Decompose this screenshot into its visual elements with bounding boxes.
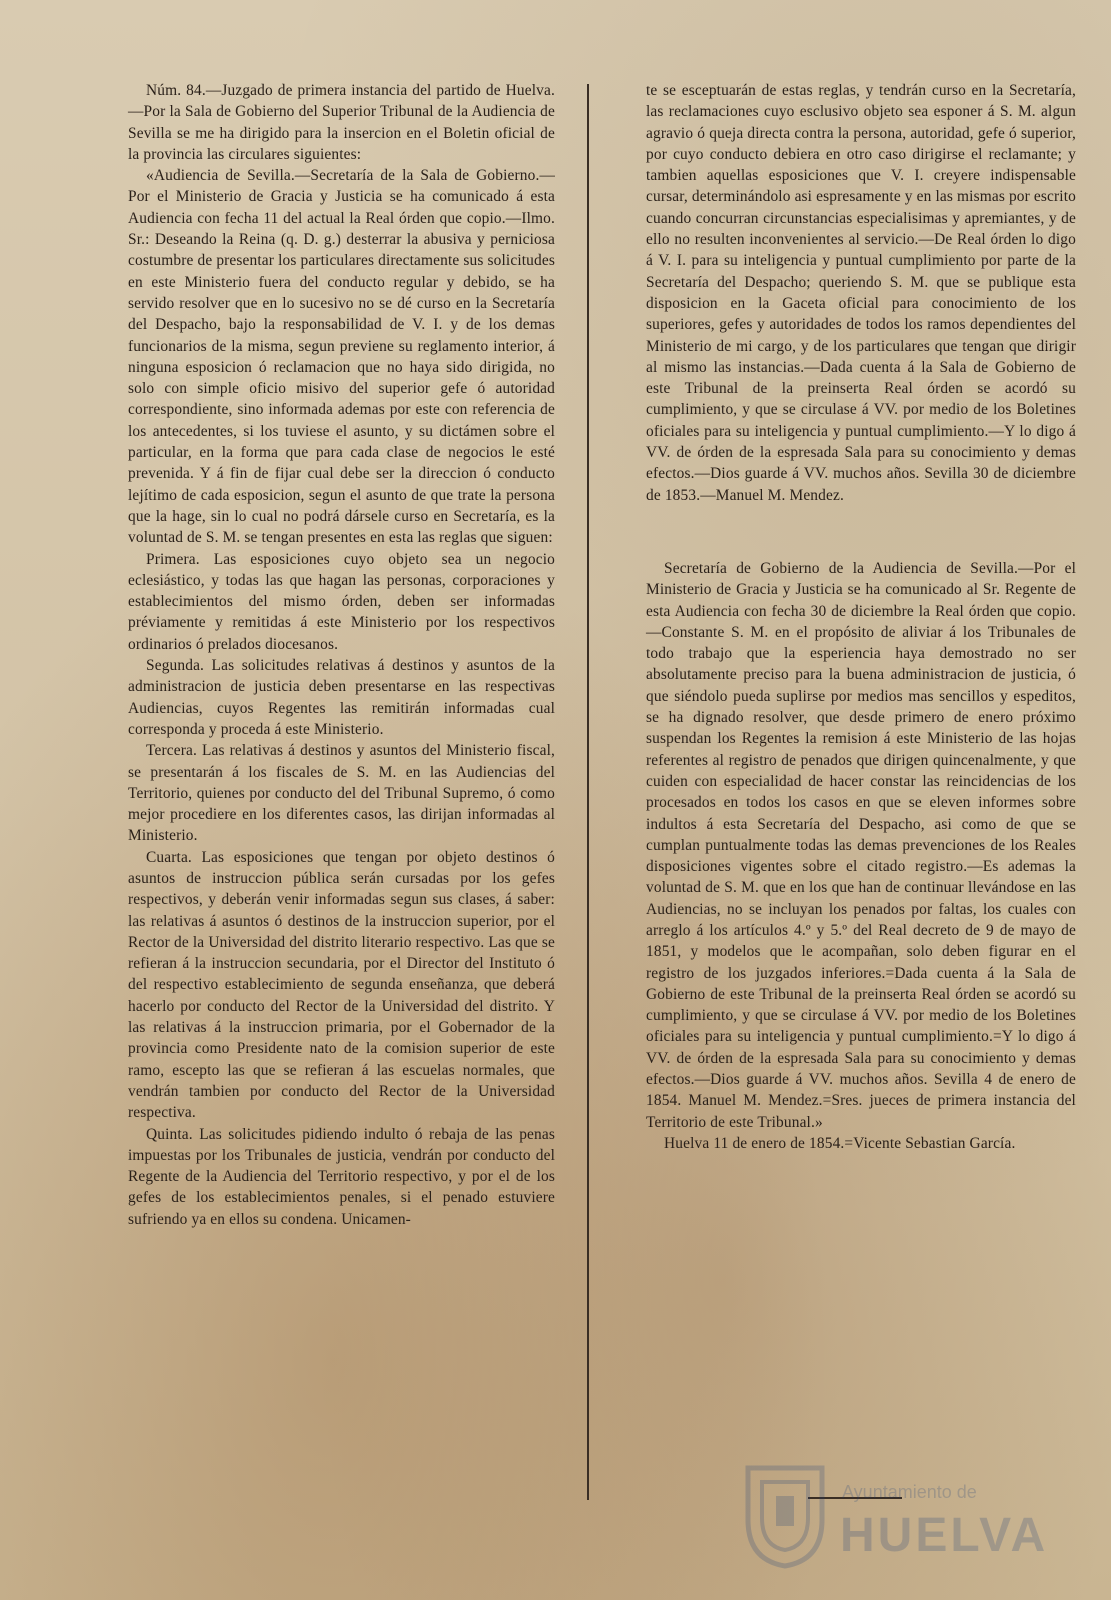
- rule-first-paragraph: Primera. Las esposiciones cuyo objeto sea un negocio eclesiástico, y todas las que hagan las personas, corporaciones y establecimientos del mismo órden, deben ser informadas préviamente y remitidas á este Ministerio por los respectivos ordinarios ó prelados diocesanos.: [128, 550, 555, 653]
- ayuntamiento-watermark: [730, 1460, 1049, 1570]
- signature-paragraph: Huelva 11 de enero de 1854.=Vicente Sebastian García.: [664, 1134, 1016, 1152]
- rule-third-paragraph: Tercera. Las relativas á destinos y asuntos del Ministerio fiscal, se presentarán á los fiscales de S. M. en las Audiencias del Territorio, quienes por conducto del del Tribunal Supremo, ó como mejor procediere en los diferentes casos, las dirijan informadas al Ministerio.: [128, 742, 555, 845]
- rule-fifth-paragraph: Quinta. Las solicitudes pidiendo indulto ó rebaja de las penas impuestas por los Tribunales de justicia, vendrán por conducto del Regente de la Audiencia del Territorio respectivo, y por el de los gefes de los establecimientos penales, si el penado estuviere sufriendo ya en ellos su condena. Unicamen-: [128, 1125, 555, 1228]
- column-divider: [587, 84, 589, 1500]
- notice-heading-paragraph: Núm. 84.—Juzgado de primera instancia del partido de Huelva.—Por la Sala de Gobierno del Superior Tribunal de la Audiencia de Sevilla se me ha dirigido para la insercion en el Boletin oficial de la provincia las circulares siguientes:: [128, 82, 555, 163]
- city-seal-icon: [740, 1460, 830, 1570]
- watermark-line1: Ayuntamiento de: [842, 1482, 977, 1502]
- right-column: [646, 80, 1076, 1154]
- second-circular-paragraph: Secretaría de Gobierno de la Audiencia de Sevilla.—Por el Ministerio de Gracia y Justicia se ha comunicado al Sr. Regente de esta Audiencia con fecha 30 de diciembre la Real órden que copio.—Constante S. M. en el propósito de aliviar á los Tribunales de todo trabajo que la esperiencia haya demostrado no ser absolutamente preciso para la buena administracion de justicia, ó que siéndolo pueda suplirse por medios mas sencillos y espeditos, se ha dignado resolver, que desde primero de enero próximo suspendan los Regentes la remision á este Ministerio de las hojas referentes al registro de penados que dirigen quincenalmente, y que cuiden con especialidad de hacer constar las reincidencias de los procesados en todos los casos en que se eleven informes sobre indultos á esta Secretaría del Despacho, asi como de que se cumplan puntualmente todas las demas prevenciones de los Reales disposiciones vigentes sobre el citado registro.—Es ademas la voluntad de S. M. que en los que han de continuar llevándose en las Audiencias, no se incluyan los penados por faltas, los cuales con arreglo á los artículos 4.º y 5.º del Real decreto de 9 de mayo de 1851, y modelos que le acompañan, solo deben figurar en el registro de los juzgados inferiores.=Dada cuenta á la Sala de Gobierno de este Tribunal de la preinserta Real órden se acordó su cumplimiento, y que se circulase á VV. por medio de los Boletines oficiales para su inteligencia y puntual cumplimiento.=Y lo digo á VV. de órden de la espresada Sala para su conocimiento y demas efectos.—Dios guarde á VV. muchos años. Sevilla 4 de enero de 1854. Manuel M. Mendez.=Sres. jueces de primera instancia del Territorio de este Tribunal.»: [646, 559, 1076, 1131]
- circular-continuation-paragraph: te se esceptuarán de estas reglas, y tendrán curso en la Secretaría, las reclamaciones cuyo esclusivo objeto sea esponer á S. M. algun agravio ó queja directa contra la persona, autoridad, gefe ó superior, por cuyo conducto debiera en otro caso dirigirse el reclamante; y tambien aquellas esposiciones que V. I. creyere indispensable cursar, determinándolo asi espresamente y en las mismas por escrito cuando concurran circunstancias especialisimas y apremiantes, y de ello no resulten inconvenientes al servicio.—De Real órden lo digo á V. I. para su inteligencia y puntual cumplimiento por parte de la Secretaría del Despacho; queriendo S. M. que se publique esta disposicion en la Gaceta oficial para conocimiento de los superiores, gefes y autoridades de todos los ramos dependientes del Ministerio de mi cargo, y de los particulares que tengan que dirigir al mismo las instancias.—Dada cuenta á la Sala de Gobierno de este Tribunal de la preinserta Real órden se acordó su cumplimiento, y que se circulase á VV. por medio de los Boletines oficiales para su inteligencia y puntual cumplimiento.—Y lo digo á VV. de órden de la espresada Sala para su conocimiento y demas efectos.—Dios guarde á VV. muchos años. Sevilla 30 de diciembre de 1853.—Manuel M. Mendez.: [646, 82, 1076, 504]
- watermark-line2: HUELVA: [840, 1509, 1049, 1562]
- circular-intro-paragraph: «Audiencia de Sevilla.—Secretaría de la Sala de Gobierno.—Por el Ministerio de Gracia y Justicia se ha comunicado á esta Audiencia con fecha 11 del actual la Real órden que copio.—Ilmo. Sr.: Deseando la Reina (q. D. g.) desterrar la abusiva y perniciosa costumbre de presentar los particulares directamente sus solicitudes en este Ministerio fuera del conducto regular y debido, se ha servido resolver que en lo sucesivo no se dé curso en la Secretaría del Despacho, bajo la responsabilidad de V. I. y de los demas funcionarios de la misma, segun previene su reglamento interior, á ninguna esposicion ó reclamacion que no haya sido dirigida, no solo con simple oficio misivo del superior gefe ó autoridad correspondiente, sino informada ademas por este con referencia de los antecedentes, si los tuviese el asunto, y su dictámen sobre el particular, en la forma que para cada clase de negocios le esté prevenida. Y á fin de fijar cual debe ser la direccion ó conducto lejítimo de cada esposicion, segun el asunto de que trate la persona que la hage, sin lo cual no podrá dársele curso en Secretaría, es la voluntad de S. M. se tengan presentes en esta las reglas que siguen:: [128, 167, 555, 547]
- rule-second-paragraph: Segunda. Las solicitudes relativas á destinos y asuntos de la administracion de justicia deben presentarse en las respectivas Audiencias, cuyos Regentes las remitirán informadas cual corresponda y proceda á este Ministerio.: [128, 657, 555, 738]
- left-column: [128, 80, 555, 1230]
- rule-fourth-paragraph: Cuarta. Las esposiciones que tengan por objeto destinos ó asuntos de instruccion pública serán cursadas por los gefes respectivos, y deberán venir informadas segun sus clases, á saber: las relativas á asuntos ó destinos de la instruccion superior, por el Rector de la Universidad del distrito literario respectivo. Las que se refieran á la instruccion secundaria, por el Director del Instituto ó del respectivo establecimiento de segunda enseñanza, que deberá hacerlo por conducto del Rector de la Universidad del distrito. Y las relativas á la instruccion primaria, por el Gobernador de la provincia como Presidente nato de la comision superior de este ramo, escepto las que se refieran á las escuelas normales, que vendrán tambien por conducto del Rector de la Universidad respectiva.: [128, 848, 555, 1122]
- section-gap: [646, 506, 1076, 558]
